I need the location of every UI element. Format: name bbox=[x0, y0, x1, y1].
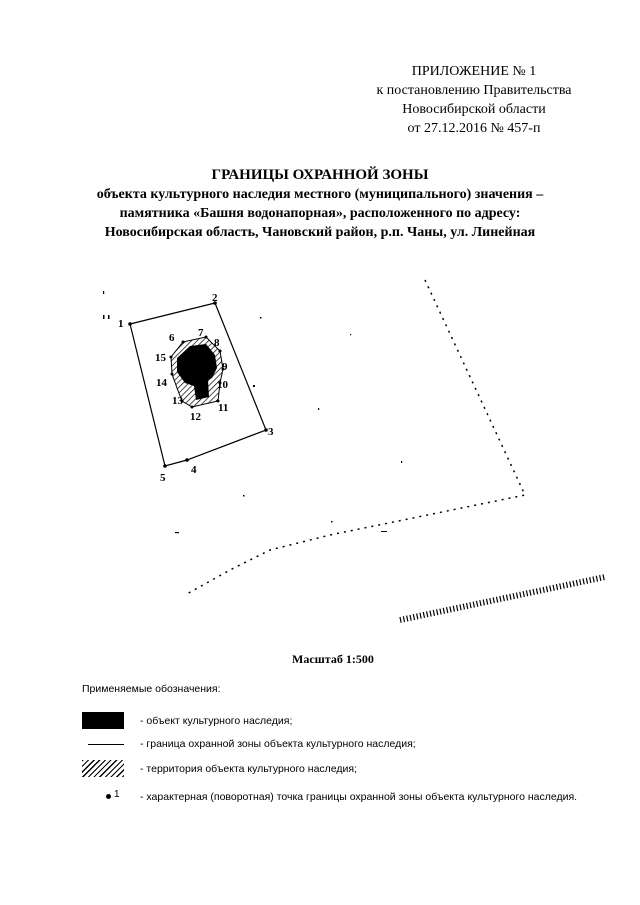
point-label-12: 12 bbox=[190, 411, 201, 423]
appendix-line-2: к постановлению Правительства bbox=[376, 83, 572, 98]
legend-symbol-point bbox=[82, 787, 126, 807]
dotted-boundary-line bbox=[185, 280, 525, 595]
legend-text-point: - характерная (поворотная) точка границы охранной зоны объекта культурного наследия. bbox=[140, 791, 578, 803]
point-label-14: 14 bbox=[156, 377, 167, 389]
title-line-2: объекта культурного наследия местного (муниципального) значения – bbox=[96, 187, 544, 202]
legend-title: Применяемые обозначения: bbox=[82, 683, 221, 695]
scale-label: Масштаб 1:500 bbox=[292, 652, 374, 666]
point-label-2: 2 bbox=[212, 292, 218, 304]
point-label-8: 8 bbox=[214, 337, 220, 349]
site-plan bbox=[0, 270, 640, 630]
legend-text-territory: - территория объекта культурного наследия; bbox=[140, 763, 358, 775]
ticked-line bbox=[400, 577, 605, 620]
point-label-15: 15 bbox=[155, 352, 166, 364]
appendix-line-4: от 27.12.2016 № 457-п bbox=[407, 121, 541, 136]
legend-text-boundary: - граница охранной зоны объекта культурного наследия; bbox=[140, 738, 416, 750]
legend-symbol-object bbox=[82, 711, 126, 731]
legend-symbol-territory bbox=[82, 759, 126, 779]
appendix-block bbox=[344, 62, 604, 138]
appendix-line-1: ПРИЛОЖЕНИЕ № 1 bbox=[411, 64, 537, 79]
appendix-line-3: Новосибирской области bbox=[402, 102, 546, 117]
legend-row-object bbox=[82, 711, 292, 731]
point-label-9: 9 bbox=[222, 361, 228, 373]
legend-row-point bbox=[82, 787, 577, 807]
title-line-1: ГРАНИЦЫ ОХРАННОЙ ЗОНЫ bbox=[211, 167, 429, 183]
point-label-5: 5 bbox=[160, 472, 166, 484]
legend-point-number: 1 bbox=[114, 789, 120, 800]
legend-row-boundary bbox=[82, 734, 416, 754]
scan-speckles bbox=[103, 291, 402, 533]
point-label-13: 13 bbox=[172, 395, 183, 407]
title-line-4: Новосибирская область, Чановский район, р.п. Чаны, ул. Линейная bbox=[104, 225, 536, 240]
point-label-4: 4 bbox=[191, 464, 197, 476]
point-label-6: 6 bbox=[169, 332, 175, 344]
document-title bbox=[40, 166, 600, 242]
point-label-7: 7 bbox=[198, 327, 204, 339]
point-label-1: 1 bbox=[118, 318, 124, 330]
title-line-3: памятника «Башня водонапорная», расположенного по адресу: bbox=[119, 206, 521, 221]
point-label-3: 3 bbox=[268, 426, 274, 438]
point-dot-icon bbox=[106, 794, 111, 799]
point-label-11: 11 bbox=[218, 402, 229, 414]
legend-symbol-boundary bbox=[82, 734, 126, 754]
legend-text-object: - объект культурного наследия; bbox=[140, 715, 293, 727]
point-label-10: 10 bbox=[217, 379, 228, 391]
legend-row-territory bbox=[82, 759, 357, 779]
